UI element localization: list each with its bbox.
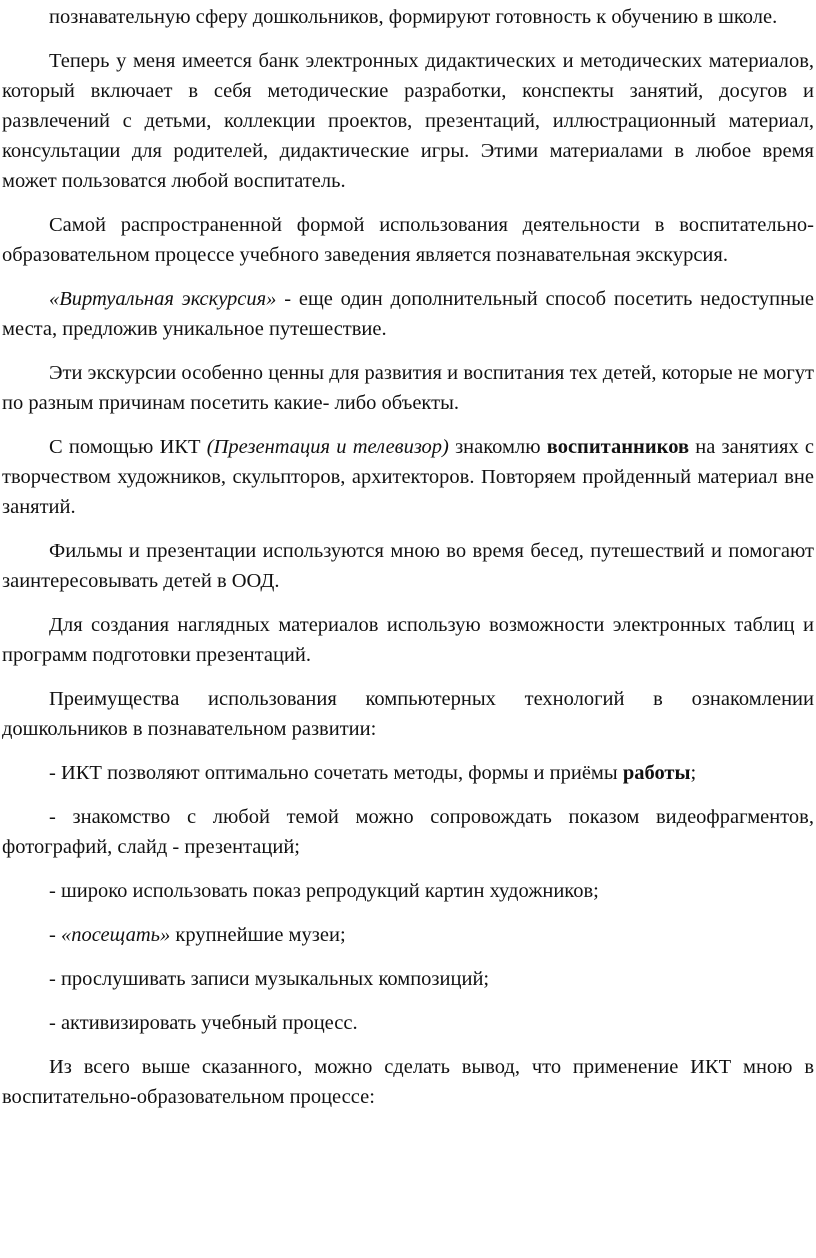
list-item-museums-end: крупнейшие музеи; <box>170 924 346 946</box>
list-item-methods-bold: работы <box>622 762 691 784</box>
paragraph-excursion-value: Эти экскурсии особенно ценны для развития и воспитания тех детей, которые не могут по разным причинам посетить какие- либо объекты. <box>2 362 814 414</box>
list-item-methods-end: ; <box>690 762 697 784</box>
document-page <box>0 2 816 1258</box>
ict-mid: знакомлю <box>448 436 547 458</box>
paragraph-advantages: Преимущества использования компьютерных технологий в ознакомлении дошкольников в познавательном развитии: <box>2 688 814 740</box>
ict-intro: С помощью ИКТ <box>49 436 207 458</box>
ict-bold-pupils: воспитанников <box>546 436 690 458</box>
list-item-activate: - активизировать учебный процесс. <box>49 1012 358 1034</box>
paragraph-virtual-excursion <box>2 284 814 344</box>
list-item-museums-dash: - <box>49 924 61 946</box>
list-item-museums-italic: «посещать» <box>60 924 171 946</box>
paragraph-excursion: Самой распространенной формой использования деятельности в воспитательно-образовательном процессе учебного заведения является познавательная экскурсия. <box>2 214 814 266</box>
paragraph-visual-materials: Для создания наглядных материалов использую возможности электронных таблиц и программ подготовки презентаций. <box>2 614 814 666</box>
virtual-excursion-text: - еще один дополнительный способ посетить недоступные места, предложив уникальное путешествие. <box>2 288 814 340</box>
list-item-museums <box>2 920 814 950</box>
list-item-reproductions: - широко использовать показ репродукций картин художников; <box>49 880 599 902</box>
paragraph-ict-usage <box>2 432 814 522</box>
paragraph-materials-bank: Теперь у меня имеется банк электронных дидактических и методических материалов, который включает в себя методические разработки, конспекты занятий, досугов и развлечений с детьми, коллекции проектов, презентаций, иллюстрационный материал, консультации для родителей, дидактические игры. Этими материалами в любое время может пользоватся любой воспитатель. <box>2 50 814 192</box>
ict-tools-italic: (Презентация и телевизор) <box>206 436 449 458</box>
virtual-excursion-term: «Виртуальная экскурсия» <box>49 288 277 310</box>
list-item-video: - знакомство с любой темой можно сопровождать показом видеофрагментов, фотографий, слайд - презентаций; <box>2 806 814 858</box>
list-item-methods <box>2 758 814 788</box>
list-item-music: - прослушивать записи музыкальных композиций; <box>49 968 490 990</box>
paragraph-conclusion: Из всего выше сказанного, можно сделать вывод, что применение ИКТ мною в воспитательно-образовательном процессе: <box>2 1056 814 1108</box>
ict-rest: на занятиях с творчеством художников, скульпторов, архитекторов. Повторяем пройденный материал вне занятий. <box>2 436 815 518</box>
paragraph-continuation: познавательную сферу дошкольников, формируют готовность к обучению в школе. <box>49 6 778 28</box>
list-item-methods-text: - ИКТ позволяют оптимально сочетать методы, формы и приёмы <box>49 762 623 784</box>
paragraph-films: Фильмы и презентации используются мною во время бесед, путешествий и помогают заинтересовывать детей в ООД. <box>2 540 814 592</box>
